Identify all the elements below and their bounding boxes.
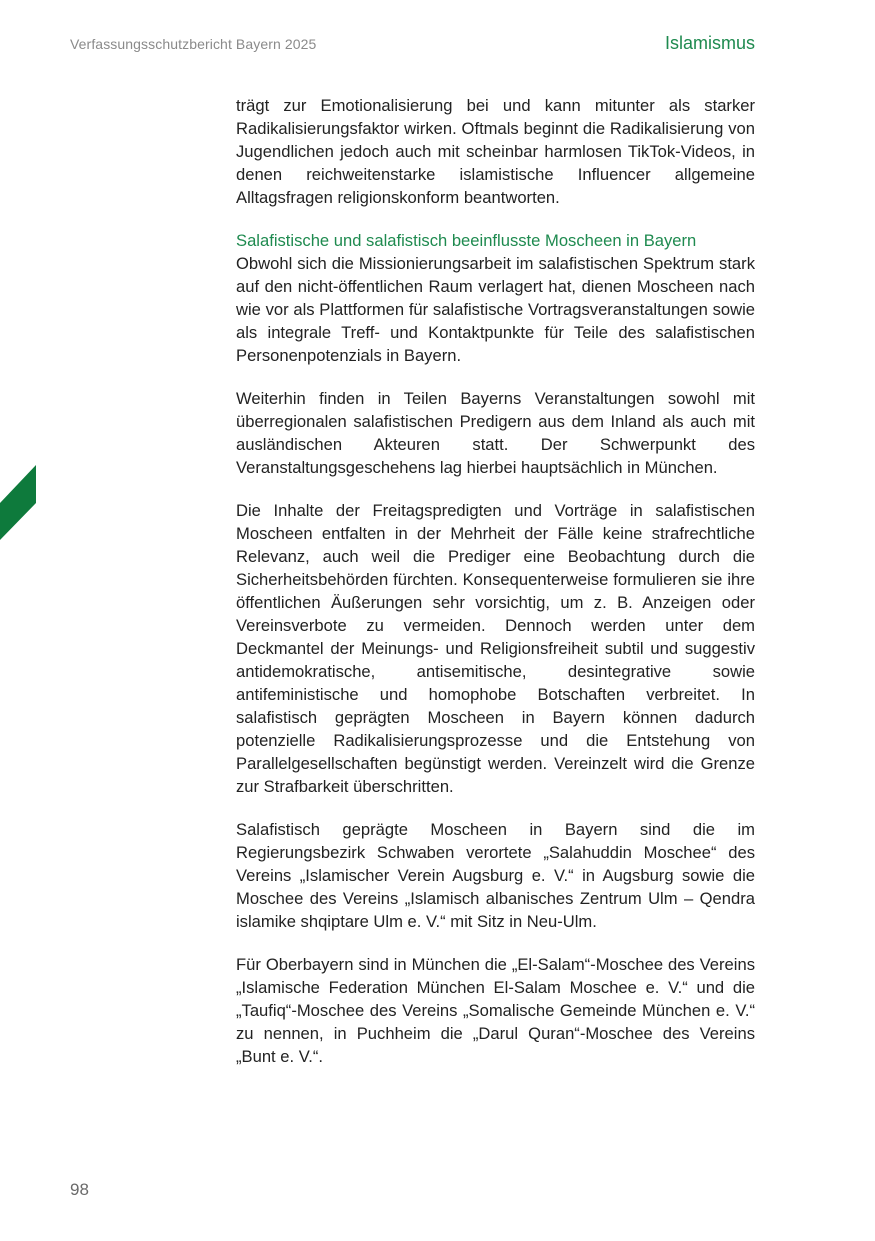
chapter-tab-marker <box>0 465 36 540</box>
paragraph: trägt zur Emotionalisierung bei und kann mitunter als starker Radikalisierungsfaktor wirken. Oftmals beginnt die Radikalisierung von Jugendlichen jedoch auch mit scheinbar harmlosen TikTok-Videos, in denen reichweitenstarke islamistische Influencer allgemeine Alltagsfragen religionskonform beantworten. <box>236 96 755 207</box>
paragraph: Weiterhin finden in Teilen Bayerns Veranstaltungen sowohl mit überregionalen salafistischen Predigern aus dem Inland als auch mit ausländischen Akteuren statt. Der Schwerpunkt des Veranstaltungsgeschehens lag hierbei hauptsächlich in München. <box>236 389 755 477</box>
section-subheading: Salafistische und salafistisch beeinflusste Moscheen in Bayern <box>236 231 697 250</box>
paragraph: Die Inhalte der Freitagspredigten und Vorträge in salafistischen Moscheen entfalten in der Mehrheit der Fälle keine strafrechtliche Relevanz, auch weil die Prediger eine Beobachtung durch die Sicherheitsbehörden fürchten. Konsequenterweise formulieren sie ihre öffentlichen Äußerungen sehr vorsichtig, um z. B. Anzeigen oder Vereinsverbote zu vermeiden. Dennoch werden unter dem Deckmantel der Meinungs- und Religionsfreiheit subtil und suggestiv antidemokratische, antisemitische, desintegrative sowie antifeministische und homophobe Botschaften verbreitet. In salafistisch geprägten Moscheen in Bayern können dadurch potenzielle Radikalisierungsprozesse und die Entstehung von Parallelgesellschaften begünstigt werden. Vereinzelt wird die Grenze zur Strafbarkeit überschritten. <box>236 501 755 796</box>
chapter-title: Islamismus <box>664 33 755 53</box>
page-number: 98 <box>70 1180 89 1199</box>
body-text <box>236 94 755 1088</box>
paragraph: Obwohl sich die Missionierungsarbeit im salafistischen Spektrum stark auf den nicht-öffentlichen Raum verlagert hat, dienen Moscheen nach wie vor als Plattformen für salafistische Vortragsveranstaltungen sowie als integrale Treff- und Kontaktpunkte für Teile des salafistischen Personenpotenzials in Bayern. <box>236 254 755 365</box>
paragraph: Für Oberbayern sind in München die „El-Salam“-Moschee des Vereins „Islamische Federation München El-Salam Moschee e. V.“ und die „Taufiq“-Moschee des Vereins „Somalische Gemeinde München e. V.“ zu nennen, in Puchheim die „Darul Quran“-Moschee des Vereins „Bunt e. V.“. <box>236 955 755 1066</box>
paragraph: Salafistisch geprägte Moscheen in Bayern sind die im Regierungsbezirk Schwaben verortete „Salahuddin Moschee“ des Vereins „Islamischer Verein Augsburg e. V.“ in Augsburg sowie die Moschee des Vereins „Islamisch albanisches Zentrum Ulm – Qendra islamike shqiptare Ulm e. V.“ mit Sitz in Neu-Ulm. <box>236 820 755 931</box>
running-header-title: Verfassungsschutzbericht Bayern 2025 <box>70 36 317 52</box>
chapter-tab-shape <box>0 465 36 540</box>
